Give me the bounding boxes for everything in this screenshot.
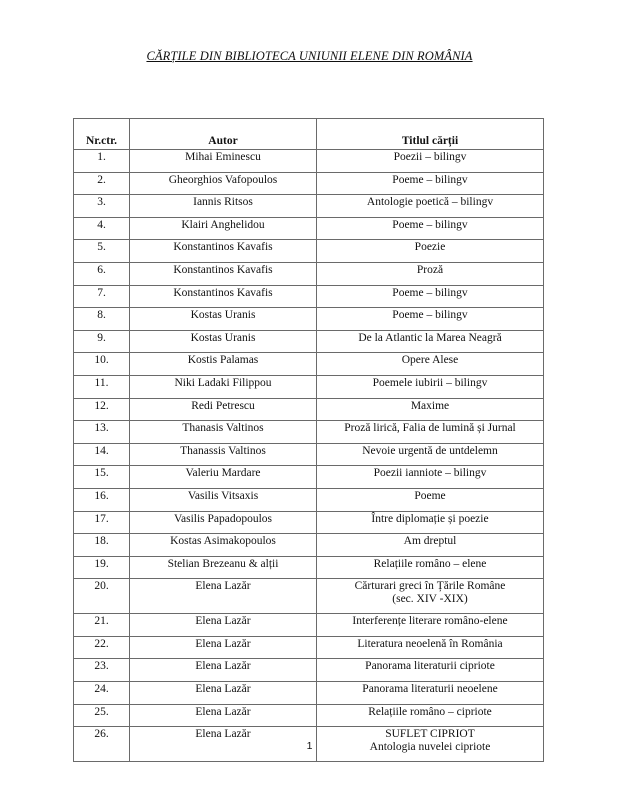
cell-titlu-line: Literatura neoelenă în România	[357, 637, 503, 650]
cell-nr: 26.	[74, 727, 130, 762]
cell-titlu	[317, 353, 544, 376]
cell-nr: 22.	[74, 636, 130, 659]
table-row	[74, 172, 544, 195]
cell-nr: 23.	[74, 659, 130, 682]
table-row	[74, 614, 544, 637]
cell-titlu	[317, 636, 544, 659]
cell-autor: Kostas Uranis	[130, 330, 317, 353]
cell-nr: 19.	[74, 556, 130, 579]
cell-titlu	[317, 556, 544, 579]
cell-titlu-line: Poeme – bilingv	[392, 173, 468, 186]
cell-titlu-subline: (sec. XIV -XIX)	[392, 593, 468, 606]
cell-titlu-line: Panorama literaturii cipriote	[365, 660, 495, 673]
cell-nr: 12.	[74, 398, 130, 421]
cell-nr: 16.	[74, 488, 130, 511]
cell-autor: Thanassis Valtinos	[130, 443, 317, 466]
cell-autor: Mihai Eminescu	[130, 150, 317, 173]
cell-titlu-line: Am dreptul	[403, 535, 457, 548]
cell-titlu-line: Între diplomație și poezie	[371, 512, 489, 525]
cell-autor: Kostas Asimakopoulos	[130, 534, 317, 557]
cell-titlu	[317, 375, 544, 398]
cell-nr: 24.	[74, 682, 130, 705]
books-table	[73, 118, 544, 762]
cell-titlu-line: Cărturari greci în Țările Române	[354, 580, 506, 593]
cell-titlu-line: Proză lirică, Falia de lumină și Jurnal	[344, 422, 516, 435]
cell-titlu-line: De la Atlantic la Marea Neagră	[358, 331, 502, 344]
table-row	[74, 659, 544, 682]
cell-titlu	[317, 150, 544, 173]
table-row	[74, 375, 544, 398]
table-header-row	[74, 119, 544, 150]
cell-titlu-line: Poezie	[414, 241, 446, 254]
header-titlu: Titlul cărții	[317, 119, 544, 150]
cell-nr: 10.	[74, 353, 130, 376]
cell-nr: 8.	[74, 308, 130, 331]
table-row	[74, 240, 544, 263]
cell-titlu	[317, 172, 544, 195]
cell-titlu-line: Proză	[416, 263, 444, 276]
table-row	[74, 353, 544, 376]
cell-nr: 14.	[74, 443, 130, 466]
cell-nr: 11.	[74, 375, 130, 398]
table-row	[74, 466, 544, 489]
cell-titlu	[317, 308, 544, 331]
cell-nr: 17.	[74, 511, 130, 534]
cell-titlu	[317, 579, 544, 614]
cell-titlu	[317, 330, 544, 353]
cell-titlu-line: SUFLET CIPRIOT	[385, 728, 475, 741]
cell-autor: Elena Lazăr	[130, 727, 317, 762]
cell-titlu	[317, 217, 544, 240]
cell-titlu-line: Poezii – bilingv	[393, 151, 467, 163]
page-title: CĂRȚILE DIN BIBLIOTECA UNIUNII ELENE DIN ROMÂNIA	[146, 49, 473, 63]
cell-titlu	[317, 511, 544, 534]
cell-autor: Elena Lazăr	[130, 636, 317, 659]
cell-autor: Konstantinos Kavafis	[130, 240, 317, 263]
cell-nr: 13.	[74, 421, 130, 444]
cell-autor: Kostas Uranis	[130, 308, 317, 331]
cell-autor: Valeriu Mardare	[130, 466, 317, 489]
cell-autor: Redi Petrescu	[130, 398, 317, 421]
header-autor: Autor	[130, 119, 317, 150]
cell-titlu	[317, 421, 544, 444]
cell-autor: Konstantinos Kavafis	[130, 262, 317, 285]
cell-titlu-line: Relațiile româno – elene	[373, 557, 487, 570]
table-row	[74, 488, 544, 511]
cell-nr: 4.	[74, 217, 130, 240]
cell-titlu-line: Poeme – bilingv	[392, 286, 468, 299]
table-row	[74, 195, 544, 218]
table-row	[74, 682, 544, 705]
cell-titlu	[317, 614, 544, 637]
cell-titlu	[317, 659, 544, 682]
cell-nr: 6.	[74, 262, 130, 285]
cell-nr: 25.	[74, 704, 130, 727]
cell-nr: 7.	[74, 285, 130, 308]
cell-nr: 18.	[74, 534, 130, 557]
cell-nr: 2.	[74, 172, 130, 195]
table-row	[74, 636, 544, 659]
cell-autor: Elena Lazăr	[130, 659, 317, 682]
cell-titlu-line: Poezii ianniote – bilingv	[373, 467, 487, 480]
cell-titlu	[317, 285, 544, 308]
table-row	[74, 556, 544, 579]
cell-autor: Vasilis Vitsaxis	[130, 488, 317, 511]
header-nr: Nr.ctr.	[74, 119, 130, 150]
cell-nr: 21.	[74, 614, 130, 637]
cell-titlu-line: Poeme – bilingv	[392, 218, 468, 231]
cell-titlu-line: Poemele iubirii – bilingv	[372, 376, 488, 389]
table-row	[74, 398, 544, 421]
cell-titlu	[317, 443, 544, 466]
table-row	[74, 262, 544, 285]
cell-titlu-line: Nevoie urgentă de untdelemn	[362, 444, 498, 457]
table-row	[74, 579, 544, 614]
cell-autor: Elena Lazăr	[130, 682, 317, 705]
cell-autor: Thanasis Valtinos	[130, 421, 317, 444]
cell-titlu	[317, 466, 544, 489]
cell-autor: Stelian Brezeanu & alții	[130, 556, 317, 579]
table-row	[74, 330, 544, 353]
cell-titlu	[317, 195, 544, 218]
cell-nr: 5.	[74, 240, 130, 263]
cell-titlu-line: Poeme – bilingv	[392, 309, 468, 322]
cell-autor: Iannis Ritsos	[130, 195, 317, 218]
cell-titlu	[317, 682, 544, 705]
cell-titlu	[317, 704, 544, 727]
cell-titlu-line: Relațiile româno – cipriote	[368, 705, 492, 718]
cell-autor: Konstantinos Kavafis	[130, 285, 317, 308]
cell-nr: 15.	[74, 466, 130, 489]
cell-titlu	[317, 488, 544, 511]
page-number: 1	[306, 740, 313, 752]
cell-autor: Elena Lazăr	[130, 579, 317, 614]
table-row	[74, 217, 544, 240]
table-row	[74, 308, 544, 331]
table-row	[74, 443, 544, 466]
cell-autor: Gheorghios Vafopoulos	[130, 172, 317, 195]
table-row	[74, 534, 544, 557]
cell-titlu-line: Opere Alese	[401, 354, 459, 367]
cell-autor: Klairi Anghelidou	[130, 217, 317, 240]
cell-autor: Elena Lazăr	[130, 704, 317, 727]
cell-nr: 20.	[74, 579, 130, 614]
cell-titlu	[317, 398, 544, 421]
cell-titlu-subline: Antologia nuvelei cipriote	[369, 741, 491, 754]
table-row	[74, 511, 544, 534]
cell-autor: Niki Ladaki Filippou	[130, 375, 317, 398]
table-row	[74, 285, 544, 308]
cell-titlu-line: Antologie poetică – bilingv	[366, 196, 494, 209]
cell-titlu-line: Maxime	[410, 399, 450, 412]
cell-autor: Vasilis Papadopoulos	[130, 511, 317, 534]
cell-nr: 9.	[74, 330, 130, 353]
cell-titlu-line: Panorama literaturii neoelene	[362, 683, 498, 696]
cell-titlu-line: Interferențe literare româno-elene	[352, 615, 508, 628]
cell-titlu-line: Poeme	[414, 489, 446, 502]
cell-nr: 1.	[74, 150, 130, 173]
cell-titlu	[317, 262, 544, 285]
table-row	[74, 704, 544, 727]
table-row	[74, 150, 544, 173]
table-body	[74, 150, 544, 762]
table-row	[74, 421, 544, 444]
cell-nr: 3.	[74, 195, 130, 218]
cell-autor: Kostis Palamas	[130, 353, 317, 376]
cell-titlu	[317, 534, 544, 557]
cell-titlu	[317, 240, 544, 263]
cell-autor: Elena Lazăr	[130, 614, 317, 637]
